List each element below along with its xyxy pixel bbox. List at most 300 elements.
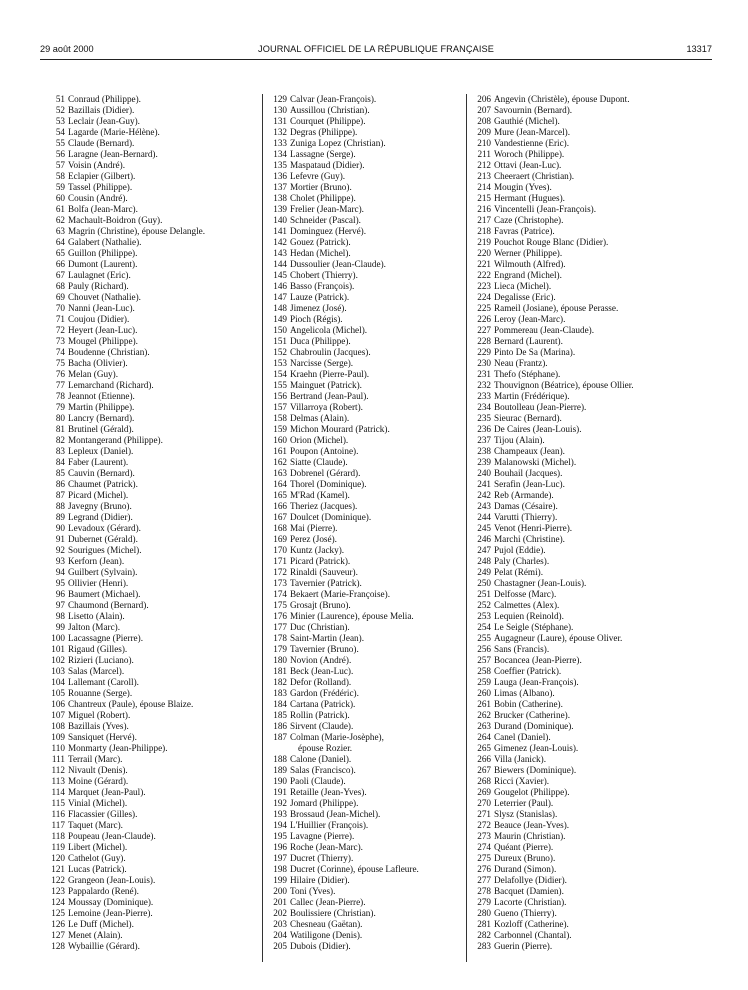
list-item [262,248,472,259]
entry-number: 124 [51,897,65,907]
list-item [40,699,262,710]
entry-name: Lemarchand (Richard). [68,380,154,390]
entry-number: 282 [477,930,491,940]
entry-name: Pujol (Eddie). [494,545,546,555]
entry-number: 183 [273,688,287,698]
entry-number: 260 [477,688,491,698]
entry-name: Venot (Henri-Pierre). [494,523,573,533]
list-item [40,897,262,908]
list-item [262,435,472,446]
entry-number: 161 [273,446,287,456]
list-item [466,347,710,358]
entry-name: Dobrenel (Gérard). [290,468,361,478]
list-item [262,633,472,644]
entry-name: L'Huillier (François). [290,820,369,830]
entry-number: 265 [477,743,491,753]
list-item [40,556,262,567]
entry-name: Biewers (Dominique). [494,765,577,775]
list-item [40,589,262,600]
list-item [262,743,472,754]
list-item [40,908,262,919]
list-item [262,853,472,864]
entry-name: Zuniga Lopez (Christian). [290,138,386,148]
entry-number: 152 [273,347,287,357]
entry-number: 166 [273,501,287,511]
entry-number: 160 [273,435,287,445]
entry-number: 248 [477,556,491,566]
entry-name: Nanni (Jean-Luc). [68,303,135,313]
entry-number: 273 [477,831,491,841]
entry-number: 214 [477,182,491,192]
entry-name: Cholet (Philippe). [290,193,356,203]
list-item [466,743,710,754]
entry-number: 119 [51,842,65,852]
list-item [40,721,262,732]
entry-name: Villa (Janick). [494,754,547,764]
list-item [466,435,710,446]
entry-name: Martin (Frédérique). [494,391,570,401]
list-item [466,589,710,600]
entry-number: 98 [55,611,65,621]
entry-number: 99 [55,622,65,632]
entry-name: Boudenne (Christian). [68,347,150,357]
entry-name: Mortier (Bruno). [290,182,352,192]
entry-number: 271 [477,809,491,819]
entry-number: 122 [51,875,65,885]
entry-number: 149 [273,314,287,324]
entry-number: 191 [273,787,287,797]
entry-name: Malanowski (Michel). [494,457,577,467]
list-item [466,545,710,556]
list-item [40,138,262,149]
entry-number: 144 [273,259,287,269]
list-item [262,787,472,798]
entry-number: 224 [477,292,491,302]
entry-number: 126 [51,919,65,929]
entry-number: 238 [477,446,491,456]
list-item [262,314,472,325]
list-item [40,677,262,688]
list-item [262,666,472,677]
entry-name: Jeannot (Etienne). [68,391,135,401]
list-item [466,468,710,479]
list-item [262,919,472,930]
list-item [466,787,710,798]
entry-number: 223 [477,281,491,291]
entry-name: Coujou (Didier). [68,314,130,324]
entry-number: 129 [273,94,287,104]
list-item [466,292,710,303]
entry-name: Gueno (Thierry). [494,908,557,918]
entry-number: 280 [477,908,491,918]
list-item [466,182,710,193]
list-item [466,457,710,468]
entry-name: Lisetto (Alain). [68,611,125,621]
list-item [262,556,472,567]
entry-name: Maspataud (Didier). [290,160,365,170]
list-item [40,644,262,655]
entry-number: 135 [273,160,287,170]
entry-number: 276 [477,864,491,874]
list-item [262,545,472,556]
entry-number: 173 [273,578,287,588]
entry-name: Bazillais (Didier). [68,105,135,115]
entry-number: 136 [273,171,287,181]
entry-name: Cheeraert (Christian). [494,171,575,181]
entry-number: 175 [273,600,287,610]
list-item [40,930,262,941]
entry-number: 185 [273,710,287,720]
entry-number: 202 [273,908,287,918]
list-item [40,941,262,952]
entry-number: 94 [55,567,65,577]
entry-number: 60 [55,193,65,203]
list-item [40,490,262,501]
list-item [40,402,262,413]
list-item [40,633,262,644]
list-item [40,831,262,842]
entry-name: Bacquet (Damien). [494,886,564,896]
entry-number: 92 [55,545,65,555]
list-item [40,875,262,886]
list-item [40,94,262,105]
entry-name: Angelicola (Michel). [290,325,368,335]
entry-number: 182 [273,677,287,687]
entry-name: Siatte (Claude). [290,457,348,467]
entry-number: 240 [477,468,491,478]
entry-number: 180 [273,655,287,665]
entry-name: Bobin (Catherine). [494,699,563,709]
entry-name: Bocancea (Jean-Pierre). [494,655,582,665]
entry-number: 67 [55,270,65,280]
entry-name: Quéant (Pierre). [494,842,554,852]
list-item [262,622,472,633]
entry-name: Cousin (André). [68,193,128,203]
list-item [40,468,262,479]
list-item [466,677,710,688]
entry-name: Nivault (Denis). [68,765,128,775]
list-item [40,567,262,578]
entry-number: 230 [477,358,491,368]
list-item [466,875,710,886]
entry-number: 79 [55,402,65,412]
list-item [262,864,472,875]
entry-number: 130 [273,105,287,115]
list-item [466,578,710,589]
list-item [262,490,472,501]
entry-name: Kraehn (Pierre-Paul). [290,369,370,379]
entry-name: Defor (Rolland). [290,677,352,687]
entry-name: Durand (Simon). [494,864,557,874]
list-item [466,446,710,457]
list-item [40,237,262,248]
entry-name: Sieurac (Bernard). [494,413,562,423]
entry-number: 247 [477,545,491,555]
list-item [40,809,262,820]
list-item [466,831,710,842]
entry-name: Angevin (Christèle), épouse Dupont. [494,94,630,104]
list-item [466,897,710,908]
list-item [40,347,262,358]
entry-number: 68 [55,281,65,291]
list-item [40,578,262,589]
list-item [466,523,710,534]
list-item [466,699,710,710]
list-item [466,380,710,391]
entry-name: Lucas (Patrick). [68,864,127,874]
header-rule [40,59,712,60]
list-item [466,259,710,270]
entry-number: 181 [273,666,287,676]
list-item [40,446,262,457]
entry-name: Pinto De Sa (Marina). [494,347,576,357]
list-item [262,930,472,941]
list-item [466,281,710,292]
entry-name: Melan (Guy). [68,369,119,379]
list-item [262,721,472,732]
entry-name: Voisin (André). [68,160,125,170]
entry-name: Kozloff (Catherine). [494,919,569,929]
entry-number: 164 [273,479,287,489]
list-item [466,765,710,776]
entry-name: Javegny (Bruno). [68,501,132,511]
entry-number: 200 [273,886,287,896]
entry-name: épouse Rozier. [298,743,353,753]
list-item [262,94,472,105]
list-item [466,94,710,105]
entry-name: Lancry (Bernard). [68,413,135,423]
list-item [40,380,262,391]
entry-number: 266 [477,754,491,764]
entry-name: Flacassier (Gilles). [68,809,138,819]
entry-number: 143 [273,248,287,258]
list-item [262,710,472,721]
entry-name: Cartana (Patrick). [290,699,356,709]
list-item [40,743,262,754]
list-item [262,193,472,204]
entry-number: 117 [51,820,65,830]
entry-number: 150 [273,325,287,335]
entry-number: 254 [477,622,491,632]
list-item [466,611,710,622]
list-item [466,600,710,611]
list-item [466,160,710,171]
list-item [40,479,262,490]
list-item [466,116,710,127]
list-item [262,259,472,270]
list-item [262,391,472,402]
entry-number: 222 [477,270,491,280]
entry-number: 192 [273,798,287,808]
list-item [262,655,472,666]
entry-number: 55 [55,138,65,148]
list-item [466,248,710,259]
entry-name: Perez (José). [290,534,337,544]
entry-name: Rizieri (Luciano). [68,655,134,665]
entry-name: Tassel (Philippe). [68,182,133,192]
list-item [40,853,262,864]
entry-number: 199 [273,875,287,885]
entry-number: 108 [51,721,65,731]
header-date: 29 août 2000 [40,44,94,54]
entry-name: M'Rad (Kamel). [290,490,350,500]
entry-name: Canel (Daniel). [494,732,551,742]
entry-name: Novion (André). [290,655,352,665]
list-column-3 [466,94,710,952]
entry-name: Lagarde (Marie-Hélène). [68,127,160,137]
entry-number: 167 [273,512,287,522]
list-item [40,611,262,622]
list-item [40,886,262,897]
entry-name: Le Duff (Michel). [68,919,134,929]
entry-number: 245 [477,523,491,533]
list-item [466,270,710,281]
entry-number: 71 [55,314,65,324]
entry-number: 253 [477,611,491,621]
entry-name: Menet (Alain). [68,930,123,940]
entry-name: Mougin (Yves). [494,182,552,192]
entry-name: Chaumet (Patrick). [68,479,138,489]
entry-number: 163 [273,468,287,478]
entry-number: 205 [273,941,287,951]
list-item [40,204,262,215]
entry-name: Dureux (Bruno). [494,853,556,863]
list-item [40,457,262,468]
entry-number: 196 [273,842,287,852]
list-item [466,666,710,677]
list-item [40,776,262,787]
entry-name: Marchi (Christine). [494,534,565,544]
list-item [40,116,262,127]
entry-name: Damas (Césaire). [494,501,558,511]
list-item [262,380,472,391]
entry-number: 198 [273,864,287,874]
entry-name: Sirvent (Claude). [290,721,354,731]
list-item [466,776,710,787]
list-item [40,534,262,545]
entry-name: Colman (Marie-Josèphe), [290,732,384,742]
entry-name: Ollivier (Henri). [68,578,129,588]
entry-name: Grosajt (Bruno). [290,600,351,610]
list-item [40,391,262,402]
entry-number: 114 [51,787,65,797]
list-item [40,919,262,930]
entry-name: Kuntz (Jacky). [290,545,345,555]
list-item [466,358,710,369]
entry-name: Saint-Martin (Jean). [290,633,364,643]
entry-number: 211 [477,149,491,159]
list-item [262,798,472,809]
list-item [466,622,710,633]
entry-name: Magrin (Christine), épouse Delangle. [68,226,206,236]
entry-name: Guillon (Philippe). [68,248,138,258]
entry-name: Bazillais (Yves). [68,721,129,731]
list-item [466,809,710,820]
entry-name: Lallemant (Caroll). [68,677,139,687]
list-item [466,204,710,215]
list-item [466,402,710,413]
entry-name: Chastagner (Jean-Louis). [494,578,587,588]
entry-number: 229 [477,347,491,357]
entry-name: Chesneau (Gaëtan). [290,919,363,929]
list-item [466,490,710,501]
entry-number: 140 [273,215,287,225]
list-item [262,765,472,776]
list-item [262,468,472,479]
entry-name: Galabert (Nathalie). [68,237,142,247]
entry-name: Bekaert (Marie-Françoise). [290,589,390,599]
entry-name: Marquet (Jean-Paul). [68,787,146,797]
entry-name: Guerin (Pierre). [494,941,553,951]
entry-number: 128 [51,941,65,951]
entry-name: Augagneur (Laure), épouse Oliver. [494,633,623,643]
entry-number: 123 [51,886,65,896]
list-item [40,732,262,743]
entry-name: Bernard (Laurent). [494,336,563,346]
entry-name: Montangerand (Philippe). [68,435,163,445]
entry-name: Libert (Michel). [68,842,128,852]
list-item [262,204,472,215]
list-item [466,171,710,182]
entry-number: 170 [273,545,287,555]
entry-name: Courquet (Philippe). [290,116,366,126]
entry-name: Theriez (Jacques). [290,501,358,511]
list-item [40,655,262,666]
entry-name: Paoli (Claude). [290,776,346,786]
entry-name: Beauce (Jean-Yves). [494,820,570,830]
list-item [262,809,472,820]
entry-name: Brutinel (Gérald). [68,424,134,434]
entry-name: Picard (Patrick). [290,556,351,566]
list-item [262,369,472,380]
list-item [40,666,262,677]
entry-name: Ducret (Corinne), épouse Lafleure. [290,864,419,874]
list-item [262,611,472,622]
entry-number: 87 [55,490,65,500]
entry-number: 277 [477,875,491,885]
list-item [40,248,262,259]
entry-number: 100 [51,633,65,643]
entry-name: Miguel (Robert). [68,710,131,720]
list-item [466,479,710,490]
list-item [262,138,472,149]
entry-number: 203 [273,919,287,929]
entry-number: 179 [273,644,287,654]
entry-number: 279 [477,897,491,907]
entry-number: 186 [273,721,287,731]
list-item [40,710,262,721]
entry-name: Gougelot (Philippe). [494,787,570,797]
list-item [262,270,472,281]
entry-number: 234 [477,402,491,412]
entry-name: Lassagne (Serge). [290,149,356,159]
list-item [40,842,262,853]
entry-number: 237 [477,435,491,445]
entry-number: 83 [55,446,65,456]
entry-name: Moussay (Dominique). [68,897,154,907]
entry-number: 88 [55,501,65,511]
entry-name: Legrand (Didier). [68,512,133,522]
entry-number: 96 [55,589,65,599]
list-item [262,897,472,908]
list-item [40,314,262,325]
entry-name: Faber (Laurent). [68,457,129,467]
entry-name: Bouhail (Jacques). [494,468,563,478]
entry-number: 154 [273,369,287,379]
entry-name: Delmas (Alain). [290,413,350,423]
entry-number: 233 [477,391,491,401]
entry-number: 111 [51,754,65,764]
